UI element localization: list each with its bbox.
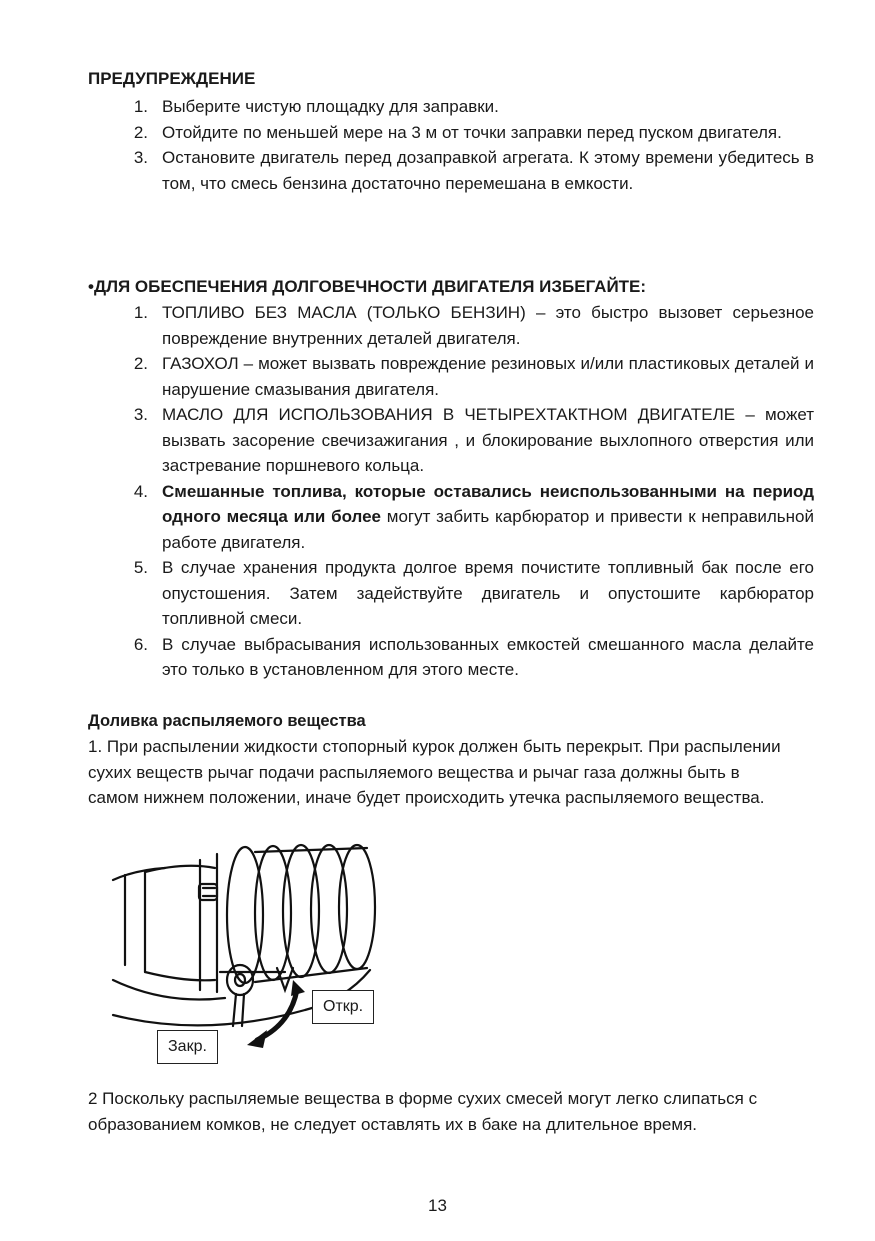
- list-item: 1. Выберите чистую площадку для заправки.: [133, 97, 499, 116]
- label-closed: Закр.: [157, 1030, 218, 1064]
- list-item: 2. Отойдите по меньшей мере на 3 м от точки заправки перед пуском двигателя.: [133, 122, 782, 142]
- refill-paragraph-1: 1. При распылении жидкости стопорный курок должен быть перекрыт. При распылении сухих веществ рычаг подачи распыляемого вещества и рычаг газа должны быть в самом нижнем положении, иначе будет происходить утечка распыляемого вещества.: [88, 737, 781, 807]
- list-item: 1. ТОПЛИВО БЕЗ МАСЛА (ТОЛЬКО БЕНЗИН) – это быстро вызовет серьезное повреждение внутренних деталей двигателя.: [133, 303, 814, 348]
- list-item: 5. В случае хранения продукта долгое время почистите топливный бак после его опустошения. Затем задействуйте двигатель и опустошите карбюратор топливной смеси.: [133, 558, 814, 628]
- refill-title: Доливка распыляемого вещества: [88, 712, 366, 730]
- avoid-list: [124, 300, 814, 683]
- hose-illustration: [105, 840, 405, 1065]
- warning-title: ПРЕДУПРЕЖДЕНИЕ: [88, 69, 256, 88]
- refill-paragraph-2: 2 Поскольку распыляемые вещества в форме сухих смесей могут легко слипаться с образованием комков, не следует оставлять их в баке на длительное время.: [88, 1089, 758, 1134]
- list-item: 6. В случае выбрасывания использованных емкостей смешанного масла делайте это только в установленном для этого месте.: [133, 634, 814, 679]
- list-item: 2. ГАЗОХОЛ – может вызвать повреждение резиновых и/или пластиковых деталей и нарушение смазывания двигателя.: [133, 354, 814, 399]
- avoid-title: •ДЛЯ ОБЕСПЕЧЕНИЯ ДОЛГОВЕЧНОСТИ ДВИГАТЕЛЯ ИЗБЕГАЙТЕ:: [88, 277, 647, 296]
- hose-lever-figure: [105, 840, 405, 1065]
- warning-list: [124, 94, 814, 196]
- list-item: 3. Остановите двигатель перед дозаправкой агрегата. К этому времени убедитесь в том, что смесь бензина достаточно перемешана в емкости.: [133, 148, 814, 193]
- list-item: 4. Смешанные топлива, которые оставались неиспользованными на период одного месяца или более могут забить карбюратор и привести к неправильной работе двигателя.: [133, 481, 814, 552]
- list-item: 3. МАСЛО ДЛЯ ИСПОЛЬЗОВАНИЯ В ЧЕТЫРЕХТАКТНОМ ДВИГАТЕЛЕ – может вызвать засорение свечизажигания , и блокирование выхлопного отверстия или застревание поршневого кольца.: [133, 405, 814, 475]
- page-number: 13: [428, 1196, 447, 1215]
- label-open: Откр.: [312, 990, 374, 1024]
